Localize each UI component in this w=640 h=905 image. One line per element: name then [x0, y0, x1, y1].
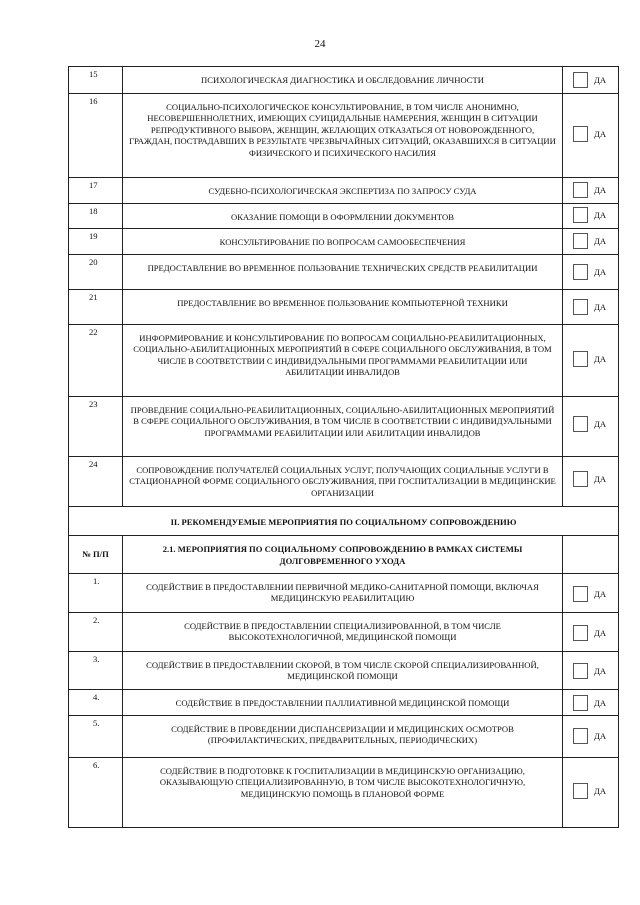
row-number: 1.: [69, 574, 123, 613]
section-title: II. РЕКОМЕНДУЕМЫЕ МЕРОПРИЯТИЯ ПО СОЦИАЛЬНОМУ СОПРОВОЖДЕНИЮ: [69, 507, 619, 536]
yes-checkbox[interactable]: [573, 586, 588, 602]
row-number: 3.: [69, 652, 123, 690]
checkbox-cell: [563, 457, 619, 507]
table-row: [69, 67, 619, 94]
table-row: [69, 204, 619, 229]
table-row: [69, 94, 619, 178]
yes-label: ДА: [594, 129, 607, 139]
yes-label: ДА: [594, 666, 607, 676]
checkbox-cell: [563, 690, 619, 716]
table-body-part-1: [69, 67, 619, 507]
table-row: [69, 290, 619, 325]
table-row: [69, 229, 619, 255]
yes-checkbox[interactable]: [573, 351, 588, 367]
yes-checkbox[interactable]: [573, 471, 588, 487]
yes-label: ДА: [594, 786, 607, 796]
table-row: [69, 457, 619, 507]
checkbox-cell: [563, 178, 619, 204]
service-description: СОДЕЙСТВИЕ В ПРЕДОСТАВЛЕНИИ ПЕРВИЧНОЙ МЕДИКО-САНИТАРНОЙ ПОМОЩИ, ВКЛЮЧАЯ МЕДИЦИНСКУЮ РЕАБИЛИТАЦИЮ: [123, 574, 563, 613]
yes-checkbox[interactable]: [573, 783, 588, 799]
service-description: КОНСУЛЬТИРОВАНИЕ ПО ВОПРОСАМ САМООБЕСПЕЧЕНИЯ: [123, 229, 563, 255]
page-number: 24: [314, 38, 326, 50]
table-body-part-2: [69, 574, 619, 828]
service-description: СОПРОВОЖДЕНИЕ ПОЛУЧАТЕЛЕЙ СОЦИАЛЬНЫХ УСЛУГ, ПОЛУЧАЮЩИХ СОЦИАЛЬНЫЕ УСЛУГИ В СТАЦИОНАРНОЙ ФОРМЕ СОЦИАЛЬНОГО ОБСЛУЖИВАНИЯ, ПРИ ГОСПИТАЛИЗАЦИИ В МЕДИЦИНСКИЕ ОРГАНИЗАЦИИ: [123, 457, 563, 507]
yes-checkbox[interactable]: [573, 695, 588, 711]
service-description: СОДЕЙСТВИЕ В ПРЕДОСТАВЛЕНИИ ПАЛЛИАТИВНОЙ МЕДИЦИНСКОЙ ПОМОЩИ: [123, 690, 563, 716]
row-number: 22: [69, 325, 123, 397]
checkbox-cell: [563, 397, 619, 457]
service-description: ПРЕДОСТАВЛЕНИЕ ВО ВРЕМЕННОЕ ПОЛЬЗОВАНИЕ ТЕХНИЧЕСКИХ СРЕДСТВ РЕАБИЛИТАЦИИ: [123, 255, 563, 290]
checkbox-cell: [563, 255, 619, 290]
row-number: 15: [69, 67, 123, 94]
yes-label: ДА: [594, 589, 607, 599]
table-row: [69, 758, 619, 828]
service-description: ИНФОРМИРОВАНИЕ И КОНСУЛЬТИРОВАНИЕ ПО ВОПРОСАМ СОЦИАЛЬНО-РЕАБИЛИТАЦИОННЫХ, СОЦИАЛЬНО-АБИЛИТАЦИОННЫХ МЕРОПРИЯТИЙ В СФЕРЕ СОЦИАЛЬНОГО ОБСЛУЖИВАНИЯ, В ТОМ ЧИСЛЕ В СООТВЕТСТВИИ С ИНДИВИДУАЛЬНЫМИ ПРОГРАММАМИ РЕАБИЛИТАЦИИ ИЛИ АБИЛИТАЦИИ ИНВАЛИДОВ: [123, 325, 563, 397]
checkbox-cell: [563, 204, 619, 229]
checkbox-cell: [563, 574, 619, 613]
column-header-number: № П/П: [69, 536, 123, 574]
checkbox-cell: [563, 94, 619, 178]
yes-label: ДА: [594, 354, 607, 364]
row-number: 24: [69, 457, 123, 507]
row-number: 5.: [69, 716, 123, 758]
yes-label: ДА: [594, 185, 607, 195]
service-description: СОДЕЙСТВИЕ В ПОДГОТОВКЕ К ГОСПИТАЛИЗАЦИИ В МЕДИЦИНСКУЮ ОРГАНИЗАЦИЮ, ОКАЗЫВАЮЩУЮ СПЕЦИАЛИЗИРОВАННУЮ, В ТОМ ЧИСЛЕ ВЫСОКОТЕХНОЛОГИЧНУЮ, МЕДИЦИНСКУЮ ПОМОЩЬ В ПЛАНОВОЙ ФОРМЕ: [123, 758, 563, 828]
service-description: СОДЕЙСТВИЕ В ПРОВЕДЕНИИ ДИСПАНСЕРИЗАЦИИ И МЕДИЦИНСКИХ ОСМОТРОВ (ПРОФИЛАКТИЧЕСКИХ, ПРЕДВАРИТЕЛЬНЫХ, ПЕРИОДИЧЕСКИХ): [123, 716, 563, 758]
checkbox-cell: [563, 716, 619, 758]
yes-label: ДА: [594, 302, 607, 312]
yes-checkbox[interactable]: [573, 625, 588, 641]
checkbox-cell: [563, 229, 619, 255]
yes-label: ДА: [594, 419, 607, 429]
column-header-blank: [563, 536, 619, 574]
section-2-header: [69, 507, 619, 574]
yes-checkbox[interactable]: [573, 299, 588, 315]
yes-label: ДА: [594, 267, 607, 277]
service-description: СОЦИАЛЬНО-ПСИХОЛОГИЧЕСКОЕ КОНСУЛЬТИРОВАНИЕ, В ТОМ ЧИСЛЕ АНОНИМНО, НЕСОВЕРШЕННОЛЕТНИХ, ИМЕЮЩИХ СУИЦИДАЛЬНЫЕ НАМЕРЕНИЯ, ЖЕНЩИН В СИТУАЦИИ РЕПРОДУКТИВНОГО ВЫБОРА, ЖЕНЩИН, ЖЕЛАЮЩИХ ОТКАЗАТЬСЯ ОТ НОВОРОЖДЕННОГО, ГРАЖДАН, ПОСТРАДАВШИХ В РЕЗУЛЬТАТЕ ЧРЕЗВЫЧАЙНЫХ СИТУАЦИЙ, ОКАЗАВШИХСЯ В СИТУАЦИИ ФИЗИЧЕСКОГО И ПСИХИЧЕСКОГО НАСИЛИЯ: [123, 94, 563, 178]
service-description: ПСИХОЛОГИЧЕСКАЯ ДИАГНОСТИКА И ОБСЛЕДОВАНИЕ ЛИЧНОСТИ: [123, 67, 563, 94]
yes-checkbox[interactable]: [573, 182, 588, 198]
row-number: 19: [69, 229, 123, 255]
table-row: [69, 325, 619, 397]
yes-checkbox[interactable]: [573, 663, 588, 679]
yes-label: ДА: [594, 236, 607, 246]
yes-checkbox[interactable]: [573, 207, 588, 223]
table-row: [69, 574, 619, 613]
table-row: [69, 397, 619, 457]
yes-checkbox[interactable]: [573, 233, 588, 249]
row-number: 6.: [69, 758, 123, 828]
table-row: [69, 716, 619, 758]
row-number: 21: [69, 290, 123, 325]
service-description: ПРЕДОСТАВЛЕНИЕ ВО ВРЕМЕННОЕ ПОЛЬЗОВАНИЕ КОМПЬЮТЕРНОЙ ТЕХНИКИ: [123, 290, 563, 325]
table-row: [69, 690, 619, 716]
yes-label: ДА: [594, 474, 607, 484]
checkbox-cell: [563, 758, 619, 828]
subsection-header-row: [69, 536, 619, 574]
checkbox-cell: [563, 613, 619, 652]
yes-checkbox[interactable]: [573, 728, 588, 744]
yes-checkbox[interactable]: [573, 126, 588, 142]
section-title-row: [69, 507, 619, 536]
row-number: 2.: [69, 613, 123, 652]
table-row: [69, 652, 619, 690]
table-row: [69, 255, 619, 290]
checkbox-cell: [563, 325, 619, 397]
table-row: [69, 613, 619, 652]
service-description: ОКАЗАНИЕ ПОМОЩИ В ОФОРМЛЕНИИ ДОКУМЕНТОВ: [123, 204, 563, 229]
row-number: 17: [69, 178, 123, 204]
row-number: 23: [69, 397, 123, 457]
subsection-title: 2.1. МЕРОПРИЯТИЯ ПО СОЦИАЛЬНОМУ СОПРОВОЖДЕНИЮ В РАМКАХ СИСТЕМЫ ДОЛГОВРЕМЕННОГО УХОДА: [123, 536, 563, 574]
service-description: СУДЕБНО-ПСИХОЛОГИЧЕСКАЯ ЭКСПЕРТИЗА ПО ЗАПРОСУ СУДА: [123, 178, 563, 204]
yes-checkbox[interactable]: [573, 264, 588, 280]
yes-label: ДА: [594, 210, 607, 220]
checkbox-cell: [563, 67, 619, 94]
service-description: СОДЕЙСТВИЕ В ПРЕДОСТАВЛЕНИИ СКОРОЙ, В ТОМ ЧИСЛЕ СКОРОЙ СПЕЦИАЛИЗИРОВАННОЙ, МЕДИЦИНСКОЙ ПОМОЩИ: [123, 652, 563, 690]
row-number: 20: [69, 255, 123, 290]
row-number: 18: [69, 204, 123, 229]
services-table: [68, 66, 619, 828]
yes-checkbox[interactable]: [573, 416, 588, 432]
row-number: 4.: [69, 690, 123, 716]
yes-label: ДА: [594, 75, 607, 85]
service-description: СОДЕЙСТВИЕ В ПРЕДОСТАВЛЕНИИ СПЕЦИАЛИЗИРОВАННОЙ, В ТОМ ЧИСЛЕ ВЫСОКОТЕХНОЛОГИЧНОЙ, МЕДИЦИНСКОЙ ПОМОЩИ: [123, 613, 563, 652]
service-description: ПРОВЕДЕНИЕ СОЦИАЛЬНО-РЕАБИЛИТАЦИОННЫХ, СОЦИАЛЬНО-АБИЛИТАЦИОННЫХ МЕРОПРИЯТИЙ В СФЕРЕ СОЦИАЛЬНОГО ОБСЛУЖИВАНИЯ, В ТОМ ЧИСЛЕ В СООТВЕТСТВИИ С ИНДИВИДУАЛЬНЫМИ ПРОГРАММАМИ РЕАБИЛИТАЦИИ ИЛИ АБИЛИТАЦИИ ИНВАЛИДОВ: [123, 397, 563, 457]
table-row: [69, 178, 619, 204]
yes-checkbox[interactable]: [573, 72, 588, 88]
checkbox-cell: [563, 290, 619, 325]
yes-label: ДА: [594, 698, 607, 708]
yes-label: ДА: [594, 731, 607, 741]
row-number: 16: [69, 94, 123, 178]
yes-label: ДА: [594, 628, 607, 638]
checkbox-cell: [563, 652, 619, 690]
